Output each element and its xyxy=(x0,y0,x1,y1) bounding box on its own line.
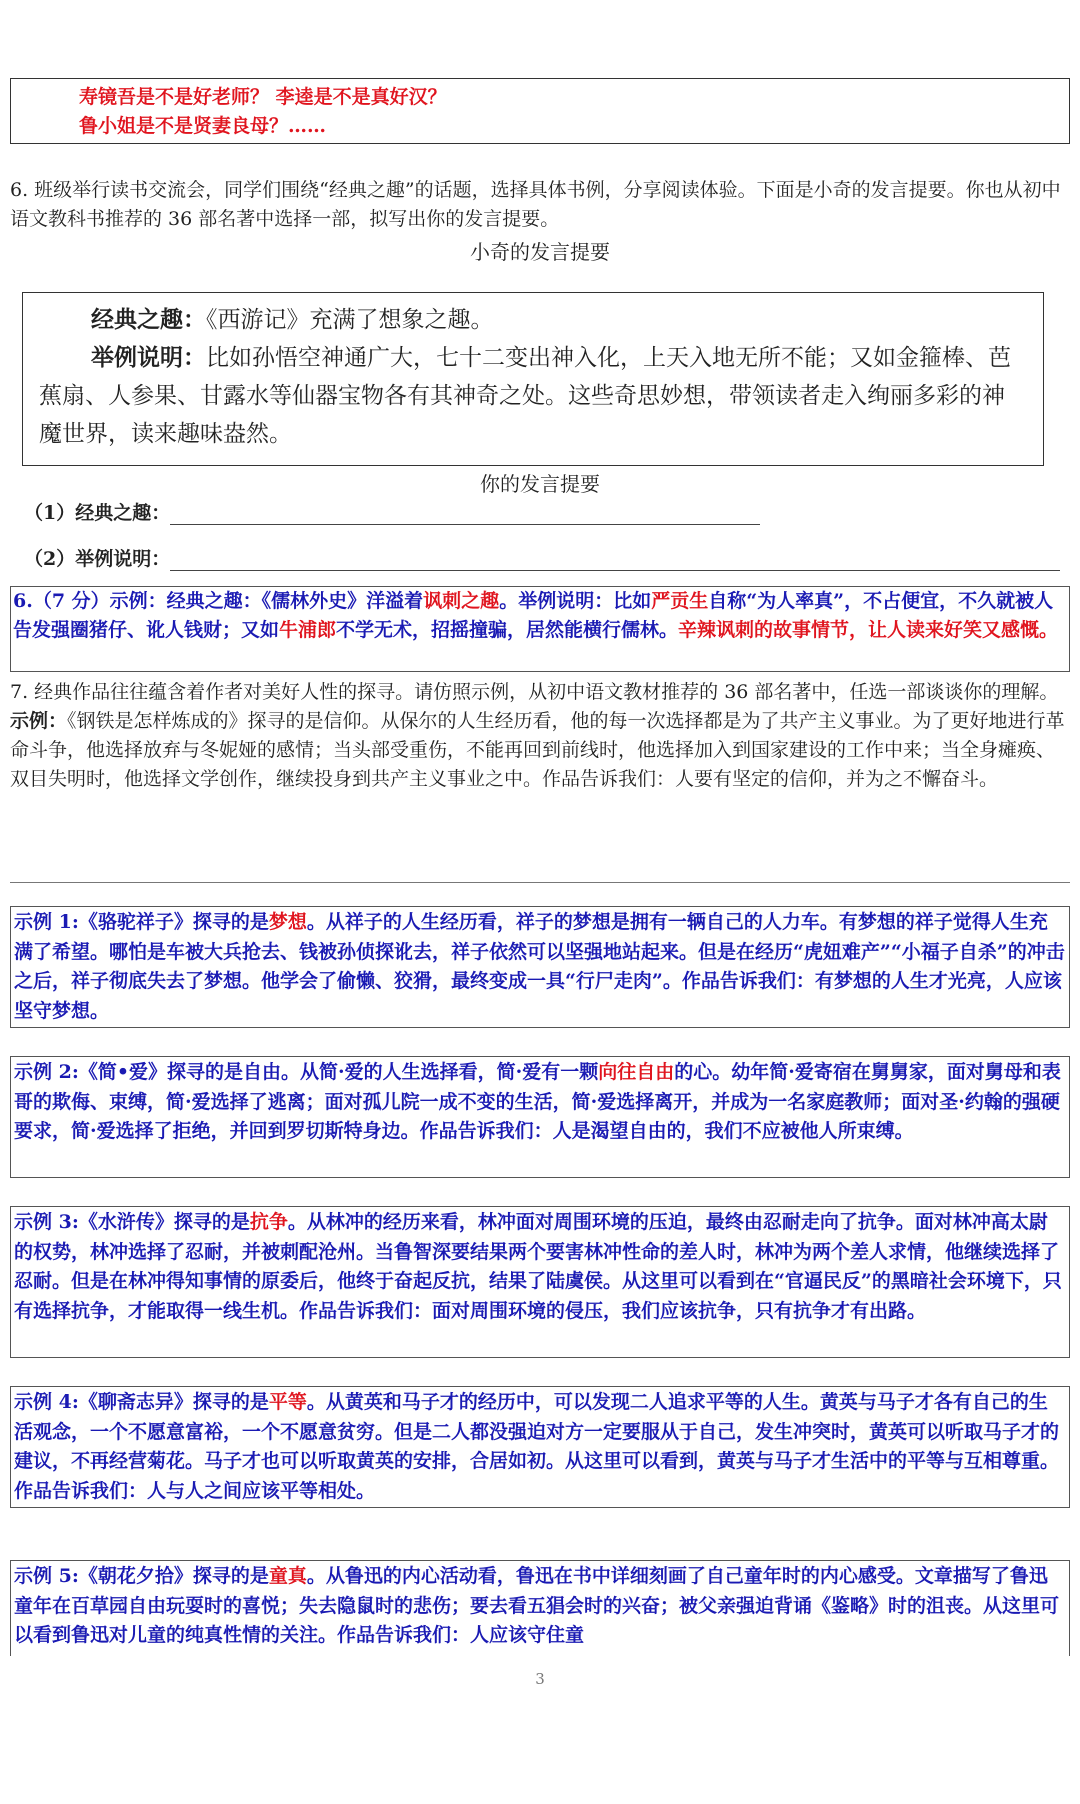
fill-row-2 xyxy=(24,544,1060,571)
example-2-pre: 示例 2:《简•爱》探寻的是自由。从简·爱的人生选择看，简·爱有一颗 xyxy=(14,1061,599,1083)
example-2-post: 的心。幼年简·爱寄宿在舅舅家，面对舅母和表哥的欺侮、束缚，简·爱选择了逃离；面对孤儿院一成不变的生活，简·爱选择离开，并成为一名家庭教师；面对圣·约翰的强硬要求，简·爱选择了拒绝，并回到罗切斯特身边。作品告诉我们：人是渴望自由的，我们不应被他人所束缚。 xyxy=(14,1061,1061,1142)
example-4-key: 平等 xyxy=(268,1391,307,1413)
top-line-2: 鲁小姐是不是贤妻良母？…… xyxy=(79,115,327,137)
fill-row-1 xyxy=(24,498,760,525)
answer-6-highlight-4: 辛辣讽刺的故事情节，让人读来好笑又感慨。 xyxy=(678,619,1059,641)
example-1-key: 梦想 xyxy=(268,911,307,933)
your-speech-title: 你的发言提要 xyxy=(480,472,600,496)
answer-6-highlight-3: 牛浦郎 xyxy=(279,619,337,641)
speech-line-1 xyxy=(23,301,1043,339)
fill-label-1: （1）经典之趣： xyxy=(24,502,171,524)
example-1-box xyxy=(10,906,1070,1028)
top-question-box xyxy=(10,78,1070,144)
page-number: 3 xyxy=(535,1670,545,1688)
answer-6-part-c: 。举例说明：比如 xyxy=(499,590,652,612)
speech-summary-box xyxy=(22,292,1044,466)
speech-label-1: 经典之趣： xyxy=(91,306,206,333)
top-line-1: 寿镜吾是不是好老师？ 李逵是不是真好汉？ xyxy=(79,86,447,108)
speech-label-2: 举例说明： xyxy=(91,344,206,371)
question-6-text: 6. 班级举行读书交流会，同学们围绕“经典之趣”的话题，选择具体书例，分享阅读体验。下面是小奇的发言提要。你也从初中语文教科书推荐的 36 部名著中选择一部，拟写出你的发言提要。 xyxy=(10,179,1061,230)
example-4-post: 。从黄英和马子才的经历中，可以发现二人追求平等的人生。黄英与马子才各有自己的生活观念，一个不愿意富裕，一个不愿意贫穷。但是二人都没强迫对方一定要服从于自己，发生冲突时，黄英可以听取马子才的建议，不再经营菊花。马子才也可以听取黄英的安排，合居如初。从这里可以看到，黄英与马子才生活中的平等与互相尊重。作品告诉我们：人与人之间应该平等相处。 xyxy=(14,1391,1060,1502)
answer-6-part-a: 6.（7 分）示例：经典之趣：《儒林外史》洋溢着 xyxy=(13,590,424,612)
example-5-post: 。从鲁迅的内心活动看，鲁迅在书中详细刻画了自己童年时的内心感受。文章描写了鲁迅童年在百草园自由玩耍时的喜悦；失去隐鼠时的悲伤；要去看五猖会时的兴奋；被父亲强迫背诵《鉴略》时的沮丧。从这里可以看到鲁迅对儿童的纯真性情的关注。作品告诉我们：人应该守住童 xyxy=(14,1565,1060,1646)
example-3-post: 。从林冲的经历来看，林冲面对周围环境的压迫，最终由忍耐走向了抗争。面对林冲高太尉的权势，林冲选择了忍耐，并被刺配沧州。当鲁智深要结果两个要害林冲性命的差人时，林冲为两个差人求情，他继续选择了忍耐。但是在林冲得知事情的原委后，他终于奋起反抗，结果了陆虞侯。从这里可以看到在“官逼民反”的黑暗社会环境下，只有选择抗争，才能取得一线生机。作品告诉我们：面对周围环境的侵压，我们应该抗争，只有抗争才有出路。 xyxy=(14,1211,1062,1322)
example-5-box xyxy=(10,1560,1070,1656)
example-3-box xyxy=(10,1206,1070,1358)
question-7-text: 7. 经典作品往往蕴含着作者对美好人性的探寻。请仿照示例，从初中语文教材推荐的 36 部名著中，任选一部谈谈你的理解。 xyxy=(10,681,1059,703)
example-label: 示例： xyxy=(10,710,68,732)
example-5-pre: 示例 5:《朝花夕拾》探寻的是 xyxy=(14,1565,269,1587)
example-3-pre: 示例 3:《水浒传》探寻的是 xyxy=(14,1211,250,1233)
example-text: 《钢铁是怎样炼成的》探寻的是信仰。从保尔的人生经历看，他的每一次选择都是为了共产主义事业。为了更好地进行革命斗争，他选择放弃与冬妮娅的感情；当头部受重伤，不能再回到前线时，他选择加入到国家建设的工作中来；当全身瘫痪、双目失明时，他选择文学创作，继续投身到共产主义事业之中。作品告诉我们：人要有坚定的信仰，并为之不懈奋斗。 xyxy=(10,710,1065,790)
speech-line-2 xyxy=(23,339,1043,453)
speech-title: 小奇的发言提要 xyxy=(470,240,610,264)
example-2-key: 向往自由 xyxy=(598,1061,675,1083)
fill-blank-1[interactable] xyxy=(170,502,760,525)
example-2-box xyxy=(10,1056,1070,1178)
question-7-example xyxy=(10,707,1072,794)
answer-6-part-e: 自称“为人率真”，不占便宜，不久就被人告发强圈猪仔、讹人钱财；又如 xyxy=(13,590,1054,641)
fill-blank-2[interactable] xyxy=(170,548,1060,571)
speech-text-1: 《西游记》充满了想象之趣。 xyxy=(206,307,494,333)
example-4-pre: 示例 4:《聊斋志异》探寻的是 xyxy=(14,1391,269,1413)
example-1-pre: 示例 1:《骆驼祥子》探寻的是 xyxy=(14,911,269,933)
answer-6-highlight-2: 严贡生 xyxy=(651,590,709,612)
example-1-post: 。从祥子的人生经历看，祥子的梦想是拥有一辆自己的人力车。有梦想的祥子觉得人生充满了希望。哪怕是车被大兵抢去、钱被孙侦探讹去，祥子依然可以坚强地站起来。但是在经历“虎妞难产”“小福子自杀”的冲击之后，祥子彻底失去了梦想。他学会了偷懒、狡猾，最终变成一具“行尸走肉”。作品告诉我们：有梦想的人生才光亮，人应该坚守梦想。 xyxy=(14,911,1065,1022)
example-4-box xyxy=(10,1386,1070,1508)
answer-6-box xyxy=(10,586,1070,672)
example-3-key: 抗争 xyxy=(249,1211,288,1233)
fill-label-2: （2）举例说明： xyxy=(24,548,171,570)
speech-text-2: 比如孙悟空神通广大，七十二变出神入化，上天入地无所不能；又如金箍棒、芭蕉扇、人参果、甘露水等仙器宝物各有其神奇之处。这些奇思妙想，带领读者走入绚丽多彩的神魔世界，读来趣味盎然。 xyxy=(39,345,1011,447)
answer-6-part-g: 不学无术，招摇撞骗，居然能横行儒林。 xyxy=(336,619,679,641)
answer-6-highlight-1: 讽刺之趣 xyxy=(423,590,500,612)
question-7 xyxy=(10,678,1072,794)
separator-line xyxy=(10,882,1070,883)
example-5-key: 童真 xyxy=(268,1565,307,1587)
